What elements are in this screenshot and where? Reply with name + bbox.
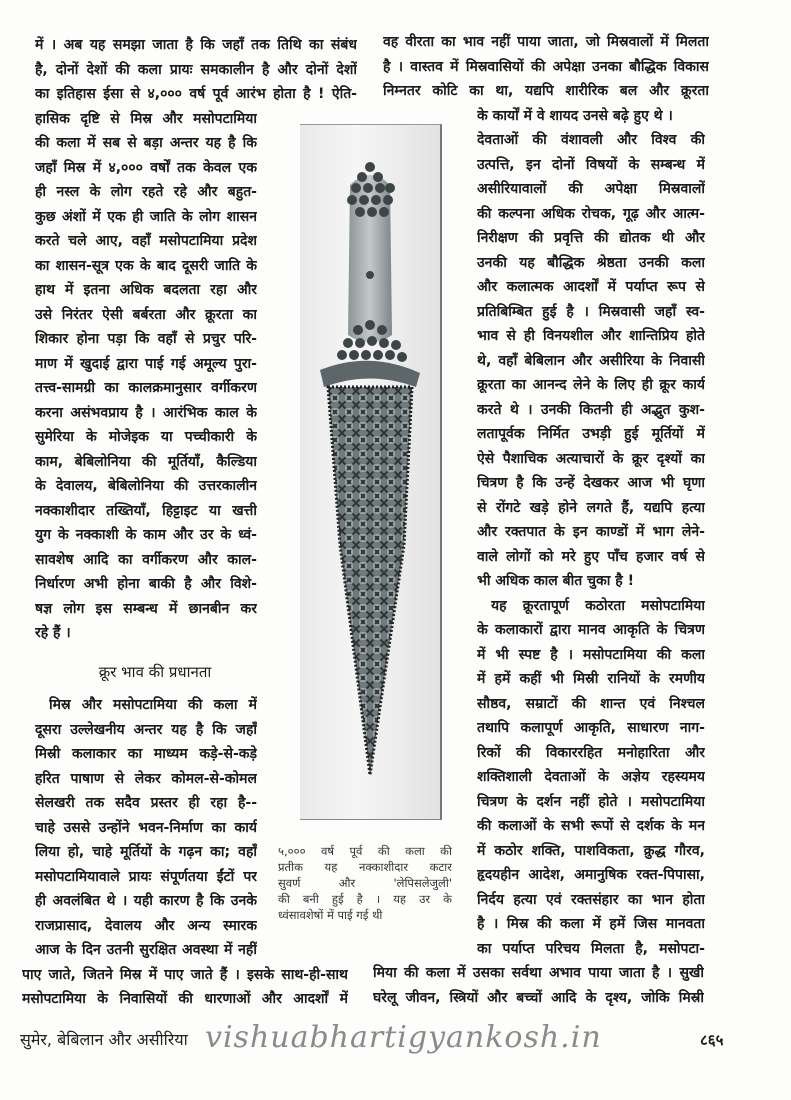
text-line: से रोंगटे खड़े होने लगते हैं, यद्यपि हत्या: [477, 499, 705, 516]
text-line: काम, बेबिलोनिया की मूर्तियाँ, कैल्डिया: [35, 453, 257, 470]
text-line: सुमेरिया के मोजेइक या पच्चीकारी के: [35, 429, 257, 445]
running-title: सुमेर, बेबिलान और असीरिया: [20, 1030, 188, 1049]
text-line: घरेलू जीवन, स्त्रियों और बच्चों आदि के दृश्य, जोकि मिस्री: [373, 989, 704, 1006]
text-line: का इतिहास ईसा से ४,००० वर्ष पूर्व आरंभ होता है ! ऐति-: [35, 86, 357, 102]
text-line: ही अवलंबित थे । यही कारण है कि उनके: [35, 893, 257, 909]
text-line: की कल्पना अधिक रोचक, गूढ़ और आत्म-: [477, 205, 705, 222]
text-line: में कठोर शक्ति, पाशविकता, क्रुद्ध गौरव,: [477, 842, 705, 859]
text-line: मिस्र और मसोपटामिया की कला में: [49, 697, 257, 713]
text-line: लतापूर्वक निर्मित उभड़ी हुई मूर्तियों में: [477, 426, 705, 442]
text-line: जहाँ मिस्र में ४,००० वर्षों तक केवल एक: [35, 159, 257, 176]
text-line: ऐसे पैशाचिक अत्याचारों के क्रूर दृश्यों का: [477, 450, 705, 467]
text-line: हरित पाषाण से लेकर कोमल-से-कोमल: [35, 770, 257, 787]
text-line: वह वीरता का भाव नहीं पाया जाता, जो मिस्रवालों में मिलता: [383, 34, 709, 50]
text-line: निर्धारण अभी होना बाकी है और विशे-: [35, 576, 257, 592]
caption-line: ५,००० वर्ष पूर्व की कला की: [278, 844, 452, 858]
text-line: के कार्यों में वे शायद उनसे बढ़े हुए थे ।: [477, 107, 673, 124]
text-line: यह क्रूरतापूर्ण कठोरता मसोपटामिया: [491, 597, 705, 614]
text-line: ही नस्ल के लोग रहते रहे और बहुत-: [35, 184, 257, 200]
text-line: भाव से ही विनयशील और शान्तिप्रिय होते: [477, 328, 705, 344]
text-line: राजप्रासाद, देवालय और अन्य स्मारक: [35, 917, 257, 934]
text-line: तथापि कलापूर्ण आकृति, साधारण नाग-: [477, 720, 705, 736]
dagger-image: [300, 125, 440, 819]
dagger-photo: [300, 124, 442, 820]
text-line: है । वास्तव में मिस्रवासियों की अपेक्षा उनका बौद्धिक विकास: [383, 58, 709, 75]
text-line: सेलखरी तक सदैव प्रस्तर ही रहा है--: [35, 795, 257, 811]
caption-line: सुवर्ण और 'लेपिसलेजुली': [278, 876, 452, 890]
text-line: में हमें कहीं भी मिस्री रानियों के रमणीय: [477, 671, 705, 687]
text-line: के देवालय, बेबिलोनिया की उत्तरकालीन: [35, 478, 257, 494]
text-line: का शासन-सूत्र एक के बाद दूसरी जाति के: [35, 257, 257, 274]
text-line: प्रतिबिम्बित हुई है । मिस्रवासी जहाँ स्व-: [477, 303, 705, 320]
text-line: रहे हैं ।: [35, 625, 71, 641]
text-line: देवताओं की वंशावली और विश्व की: [477, 132, 705, 148]
text-line: करते चले आए, वहाँ मसोपटामिया प्रदेश: [35, 233, 257, 249]
text-line: है, दोनों देशों की कला प्रायः समकालीन है और दोनों देशों: [35, 61, 357, 78]
watermark: vishuabhartigyankosh.in: [205, 1020, 602, 1055]
text-line: आज के दिन उतनी सुरक्षित अवस्था में नहीं: [35, 942, 257, 958]
text-line: हाथ में इतना अधिक बदलता रहा और: [35, 282, 257, 298]
text-line: पाए जाते, जितने मिस्र में पाए जाते हैं । इसके साथ-ही-साथ: [22, 966, 348, 983]
text-line: में । अब यह समझा जाता है कि जहाँ तक तिथि का संबंध: [35, 37, 357, 53]
caption-line: ध्वंसावशेषों में पाई गई थी: [278, 908, 383, 922]
caption-line: प्रतीक यह नक्काशीदार कटार: [278, 860, 452, 874]
text-line: मसोपटामिया के निवासियों की धारणाओं और आदर्शों में: [22, 991, 348, 1007]
text-line: का पर्याप्त परिचय मिलता है, मसोपटा-: [477, 940, 705, 957]
text-line: सौष्ठव, सम्राटों की शान्त एवं निश्चल: [477, 695, 705, 712]
text-line: चित्रण है कि उन्हें देखकर आज भी घृणा: [477, 475, 705, 491]
text-line: थे, वहाँ बेबिलान और असीरिया के निवासी: [477, 352, 705, 369]
text-line: शिकार होना पड़ा कि वहाँ से प्रचुर परि-: [35, 331, 257, 347]
text-line: नक्काशीदार तख्तियाँ, हिट्टाइट या खत्ती: [35, 502, 257, 519]
text-line: क्रूरता का आनन्द लेने के लिए ही क्रूर कार्य: [477, 377, 705, 393]
text-line: निम्नतर कोटि का था, यद्यपि शारीरिक बल और क्रूरता: [383, 83, 709, 99]
figure-caption: [278, 843, 452, 923]
text-line: लिया हो, चाहे मूर्तियों के गढ़न का; वहाँ: [35, 844, 257, 860]
text-line: करते थे । उनकी कितनी ही अद्भुत कुश-: [477, 401, 705, 418]
text-line: में भी स्पष्ट है । मसोपटामिया की कला: [477, 646, 705, 663]
text-line: हृदयहीन आदेश, अमानुषिक रक्त-पिपासा,: [477, 867, 705, 883]
text-line: दूसरा उल्लेखनीय अन्तर यह है कि जहाँ: [35, 721, 257, 738]
text-line: उत्पत्ति, इन दोनों विषयों के सम्बन्ध में: [477, 156, 705, 173]
text-line: करना असंभवप्राय है । आरंभिक काल के: [35, 404, 257, 421]
text-line: असीरियावालों की अपेक्षा मिस्रवालों: [477, 181, 705, 197]
text-line: की कला में सब से बड़ा अन्तर यह है कि: [35, 135, 257, 151]
text-line: मिया की कला में उसका सर्वथा अभाव पाया जाता है । सुखी: [373, 965, 704, 981]
text-line: माण में खुदाई द्वारा पाई गई अमूल्य पुरा-: [35, 355, 257, 372]
text-line: वाले लोगों को मरे हुए पाँच हजार वर्ष से: [477, 548, 705, 565]
text-line: निर्दय हत्या एवं रक्तसंहार का भान होता: [477, 891, 705, 908]
text-line: उसे निरंतर ऐसी बर्बरता और क्रूरता का: [35, 306, 257, 323]
section-heading: क्रूर भाव की प्रधानता: [98, 663, 212, 681]
text-line: मिस्री कलाकार का माध्यम कड़े-से-कड़े: [35, 746, 257, 762]
text-line: तत्त्व-सामग्री का कालक्रमानुसार वर्गीकरण: [35, 380, 257, 396]
text-line: कुछ अंशों में एक ही जाति के लोग शासन: [35, 208, 257, 225]
text-line: षज्ञ लोग इस सम्बन्ध में छानबीन कर: [35, 600, 257, 617]
text-line: युग के नक्काशी के काम और उर के ध्वं-: [35, 527, 257, 543]
text-line: और रक्तपात के इन काण्डों में भाग लेने-: [477, 524, 705, 540]
text-line: है । मिस्र की कला में हमें जिस मानवता: [477, 916, 705, 932]
text-line: के कलाकारों द्वारा मानव आकृति के चित्रण: [477, 622, 705, 638]
text-line: निरीक्षण की प्रवृत्ति की द्योतक थी और: [477, 230, 705, 246]
text-line: मसोपटामियावाले प्रायः संपूर्णतया ईंटों पर: [35, 868, 257, 885]
text-line: की कलाओं के सभी रूपों से दर्शक के मन: [477, 818, 705, 834]
text-line: सावशेष आदि का वर्गीकरण और काल-: [35, 551, 257, 568]
caption-line: की बनी हुई है । यह उर के: [278, 892, 452, 906]
page-number: ८६५: [700, 1031, 724, 1049]
text-line: उनकी यह बौद्धिक श्रेष्ठता उनकी कला: [477, 254, 705, 271]
text-line: हासिक दृष्टि से मिस्र और मसोपटामिया: [35, 110, 257, 127]
text-line: रिकों की विकाररहित मनोहारिता और: [477, 744, 705, 761]
text-line: चाहे उससे उन्होंने भवन-निर्माण का कार्य: [35, 819, 257, 836]
text-line: और कलात्मक आदर्शों में पर्याप्त रूप से: [477, 279, 705, 295]
text-line: चित्रण के दर्शन नहीं होते । मसोपटामिया: [477, 793, 705, 810]
text-line: भी अधिक काल बीत चुका है !: [477, 573, 634, 589]
text-line: शक्तिशाली देवताओं के अज्ञेय रहस्यमय: [477, 769, 705, 785]
